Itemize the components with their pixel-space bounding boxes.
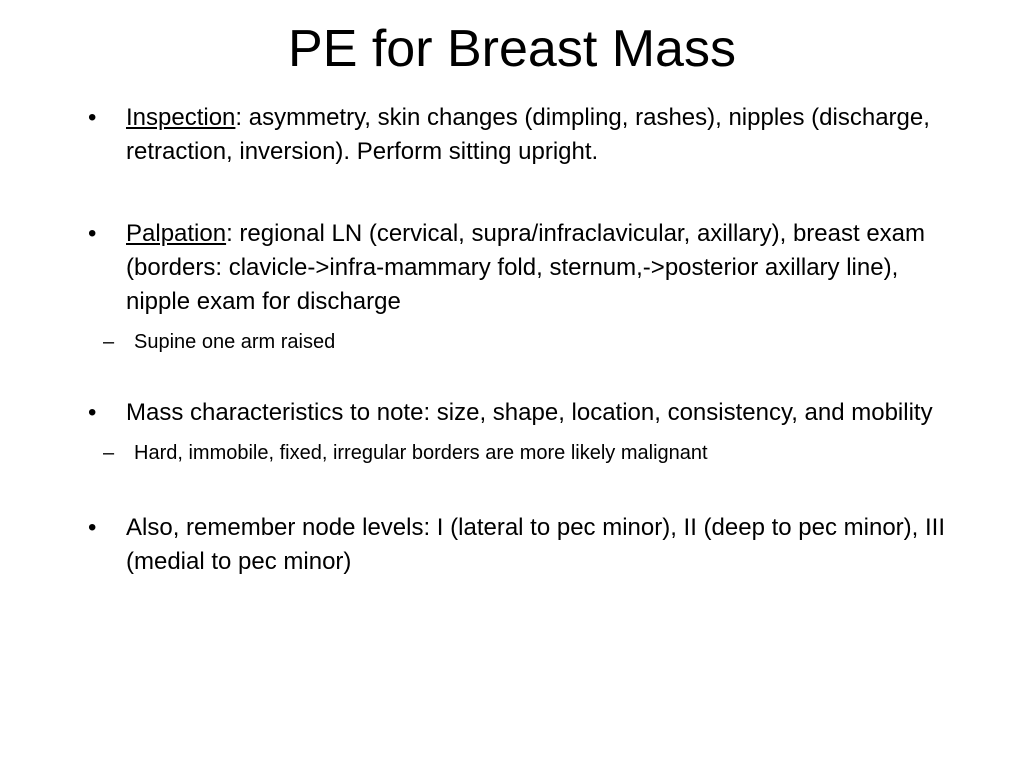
sub-bullet-marker: – [103, 331, 115, 353]
sub-bullet-mass-characteristics [88, 436, 948, 470]
sub-bullet-text-palpation: Supine one arm raised [134, 331, 336, 353]
bullet-text-palpation: : regional LN (cervical, supra/infraclavicular, axillary), breast exam (borders: clavicle->infra-mammary fold, sternum,->posterior axillary line), nipple exam for discharge [126, 220, 926, 315]
sub-bullet-text-mass-characteristics: Hard, immobile, fixed, irregular borders are more likely malignant [134, 442, 708, 464]
bullet-marker: • [88, 104, 97, 131]
sub-bullet-palpation [88, 325, 948, 359]
bullet-text-node-levels: Also, remember node levels: I (lateral to pec minor), II (deep to pec minor), III (medial to pec minor) [126, 514, 945, 575]
bullet-label-inspection: Inspection [126, 104, 236, 131]
bullet-text-mass-characteristics: Mass characteristics to note: size, shape, location, consistency, and mobility [126, 399, 933, 426]
bullet-label-palpation: Palpation [126, 220, 227, 247]
bullet-inspection [88, 101, 948, 169]
bullet-marker: • [88, 399, 97, 426]
bullet-marker: • [88, 220, 97, 247]
slide-title: PE for Breast Mass [288, 20, 736, 78]
sub-bullet-marker: – [103, 442, 115, 464]
bullet-palpation [88, 217, 948, 319]
bullet-text-inspection: : asymmetry, skin changes (dimpling, rashes), nipples (discharge, retraction, inversion). Perform sitting upright. [126, 104, 930, 165]
bullet-list [88, 101, 948, 579]
bullet-marker: • [88, 514, 97, 541]
bullet-node-levels [88, 511, 948, 579]
bullet-mass-characteristics [88, 396, 948, 430]
